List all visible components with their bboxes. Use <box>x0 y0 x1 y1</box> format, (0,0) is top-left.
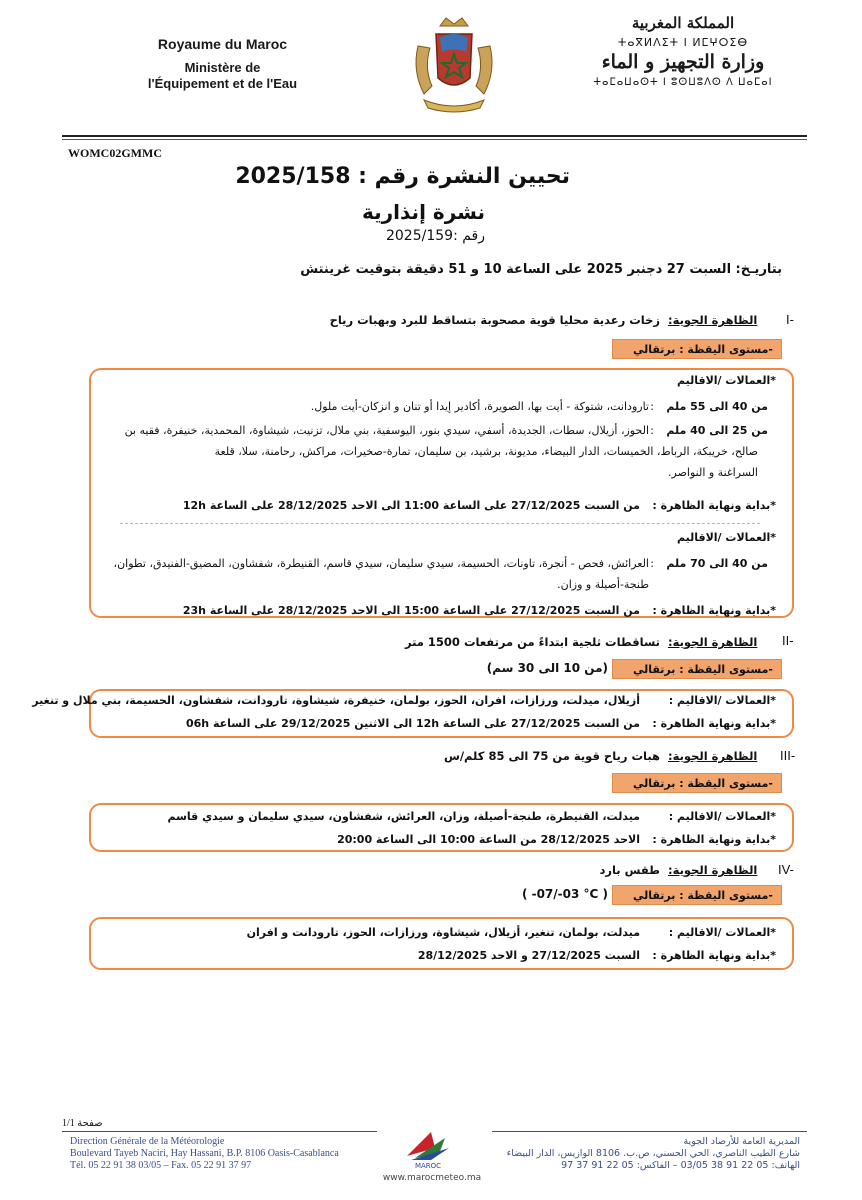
s1g1-period-label: *بداية ونهاية الظاهرة : <box>652 499 776 512</box>
header-divider <box>62 135 807 137</box>
s1g1r2-line1: الحوز، أزيلال، سطات، الجديدة، أسفي، سيدي بنور، اليوسفية، بني ملال، تزنيت، شيشاوة، المحمدية، خنيفرة، فقيه بن <box>124 424 649 437</box>
s1g2r1-amount: من 40 الى 70 ملم <box>666 557 768 570</box>
s2-provinces: أزيلال، ميدلت، ورزازات، افران، الحوز، بولمان، خنيفرة، شيشاوة، تارودانت، شفشاون، الحسيمة، بني ملال و تنغير <box>32 694 640 707</box>
footer-fr-phone: Tél. 05 22 91 38 03/05 – Fax. 05 22 91 37 97 <box>70 1160 252 1171</box>
s1g1r2-line3: السراغنة و النواصر. <box>668 466 758 479</box>
section-4-level: -مستوى اليقظة : برتقالي <box>632 889 773 902</box>
section-2-number: II- <box>782 633 794 648</box>
s2-period: من السبت 27/12/2025 على الساعة 12h الى الاثنين 29/12/2025 على الساعة 06h <box>185 717 640 730</box>
section-1-number: I- <box>786 312 794 327</box>
bulletin-page: Royaume du Maroc Ministère de l'Équipement et de l'Eau المملكة المغربية ⵜⴰⴳⵍⴷⵉⵜ ⵏ ⵍⵎⵖⵔⵉⴱ وزارة التجهيز و الماء ⵜⴰⵎⴰⵡⴰⵙⵜ ⵏ ⵓⵙⵡⵓⴷⵙ ⴷ ⵡⴰⵎⴰⵏ WOMC02GMMC تحيين النشرة رقم : 2025/158 نشرة إنذارية رقم :2025/159 بتاريـخ: السبت 27 دجنبر 2025 على الساعة 10 و 51 دقيقة بتوقيت غرينتش I- الظاهرة الجوية: زخات رعدية محليا قوية مصحوبة بتساقط للبرد وبهبات رياح -مستوى اليقظة : برتقالي *العمالات /الاقاليم من 40 الى 55 ملم تارودانت، شتوكة - أيت بها، الصويرة، أكادير إيدا أو تنان و انزكان-أيت ملول. : من 25 الى 40 ملم : الحوز، أزيلال، سطات، الجديدة، أسفي، سيدي بنور، اليوسفية، بني ملال، تزنيت، شيشاوة، المحمدية، خنيفرة، فقيه بن صالح، خريبكة، الرباط، الخميسات، الدار البيضاء، مديونة، برشيد، بن سليمان، تمارة-صخيرات، مراكش، رحامنة، سلا، قلعة السراغنة و النواصر. *بداية ونهاية الظاهرة : من السبت 27/12/2025 على الساعة 11:00 الى الاحد 28/12/2025 على الساعة 12h *العمالات /الاقاليم من 40 الى 70 ملم : العرائش، فحص - أنجرة، تاونات، الحسيمة، سيدي سليمان، سيدي قاسم، القنيطرة، شفشاون، المضيق-الفنيدق، تطوان، طنجة-أصيلة و وزان. *بداية ونهاية الظاهرة : من السبت 27/12/2025 على الساعة 15:00 الى الاحد 28/12/2025 على الساعة 23h II- الظاهرة الجوية: تساقطات ثلجية ابتداءً من مرتفعات 1500 متر -مستوى اليقظة : برتقالي (من 10 الى 30 سم) *العمالات /الاقاليم : أزيلال، ميدلت، ورزازات، افران، الحوز، بولمان، خنيفرة، شيشاوة، تارودانت، شفشاون، الحسيمة، بني ملال و تنغير *بداية ونهاية الظاهرة : من السبت 27/12/2025 على الساعة 12h الى الاثنين 29/12/2025 على الساعة 06h III- الظاهرة الجوية: هبات رياح قوية من 75 الى 85 كلم/س -مستوى اليقظة : برتقالي *العمالات /الاقاليم : ميدلت، القنيطرة، طنجة-أصيلة، وزان، العرائش، شفشاون، سيدي سليمان و سيدي قاسم *بداية ونهاية الظاهرة : الاحد 28/12/2025 من الساعة 10:00 الى الساعة 20:00 IV- الظاهرة الجوية: طقس بارد -مستوى اليقظة : برتقالي ( -07/-03 °C ) *العمالات /الاقاليم : ميدلت، بولمان، تنغير، أزيلال، شيشاوة، ورزازات، الحوز، تارودانت و افران *بداية ونهاية الظاهرة : السبت 27/12/2025 و الاحد 28/12/2025 صفحة 1/1 Direction Générale de la Météorologie Boulevard Tayeb Naciri, Hay Hassani, B.P. 8106 Oasis-Casablanca Tél. 05 22 91 38 03/05 – Fax. 05 22 91 37 97 MAROC www.marocmeteo.ma المديرية العامة للأرصاد الجوية شارع الطيب الناصري، الحي الحسني، ص.ب. 8106 الوازيس، الدار البيضاء الهاتف: 05 22 91 38 03/05 – الفاكس: 05 22 91 37 97 <box>0 0 862 1200</box>
footer-french <box>70 1136 370 1172</box>
header-divider-thin <box>62 139 807 140</box>
ministry-fr-1: Ministère de <box>184 60 261 75</box>
ministry-tifinagh: ⵜⴰⵎⴰⵡⴰⵙⵜ ⵏ ⵓⵙⵡⵓⴷⵙ ⴷ ⵡⴰⵎⴰⵏ <box>593 77 773 88</box>
footer-arabic <box>500 1136 800 1172</box>
s1g1r1-line1: تارودانت، شتوكة - أيت بها، الصويرة، أكادير إيدا أو تنان و انزكان-أيت ملول. <box>310 400 649 413</box>
s2-provinces-label: *العمالات /الاقاليم : <box>668 694 776 707</box>
section-1-level: -مستوى اليقظة : برتقالي <box>632 343 773 356</box>
section-4-temperature: ( -07/-03 °C ) <box>521 887 608 901</box>
section-3-level-bar <box>612 773 782 793</box>
s3-provinces-label: *العمالات /الاقاليم : <box>668 810 776 823</box>
header-french <box>115 36 330 91</box>
footer-ar-org: المديرية العامة للأرصاد الجوية <box>683 1136 800 1147</box>
ministry-fr-2: l'Équipement et de l'Eau <box>147 76 298 91</box>
section-3-number: III- <box>780 748 796 763</box>
section-1-dashed-divider <box>120 523 760 524</box>
issue-date: بتاريـخ: السبت 27 دجنبر 2025 على الساعة 10 و 51 دقيقة بتوقيت غرينتش <box>300 262 782 277</box>
s2-period-label: *بداية ونهاية الظاهرة : <box>652 717 776 730</box>
section-3-phenomenon: هبات رياح قوية من 75 الى 85 كلم/س <box>443 749 660 763</box>
ministry-ar: وزارة التجهيز و الماء <box>601 51 765 73</box>
section-2-level-bar <box>612 659 782 679</box>
section-4-level-bar <box>612 885 782 905</box>
s1g2-provinces-label: *العمالات /الاقاليم <box>677 531 776 544</box>
section-4-phenomenon-label: الظاهرة الجوية: <box>668 863 758 877</box>
s1g2r1-line2: طنجة-أصيلة و وزان. <box>557 578 649 591</box>
kingdom-tifinagh: ⵜⴰⴳⵍⴷⵉⵜ ⵏ ⵍⵎⵖⵔⵉⴱ <box>617 36 749 49</box>
section-2-level: -مستوى اليقظة : برتقالي <box>632 663 773 676</box>
section-2-snow-depth: (من 10 الى 30 سم) <box>486 661 608 675</box>
section-3-level: -مستوى اليقظة : برتقالي <box>632 777 773 790</box>
website-link[interactable]: www.marocmeteo.ma <box>382 1173 482 1183</box>
s4-provinces-label: *العمالات /الاقاليم : <box>668 926 776 939</box>
coat-of-arms-icon <box>410 16 498 116</box>
s1g1r1-amount: من 40 الى 55 ملم <box>666 400 768 413</box>
s1g1r2-amount: من 25 الى 40 ملم <box>666 424 768 437</box>
section-2-phenomenon-label: الظاهرة الجوية: <box>668 635 758 649</box>
s3-period: الاحد 28/12/2025 من الساعة 10:00 الى الساعة 20:00 <box>337 833 640 846</box>
header-arabic <box>578 14 788 88</box>
footer-fr-address: Boulevard Tayeb Naciri, Hay Hassani, B.P. 8106 Oasis-Casablanca <box>70 1148 339 1159</box>
section-4-number: IV- <box>778 862 794 877</box>
maroc-logo-text: MAROC <box>414 1162 442 1170</box>
footer-divider-left <box>62 1131 377 1132</box>
page-number: صفحة 1/1 <box>62 1118 103 1129</box>
s3-provinces: ميدلت، القنيطرة، طنجة-أصيلة، وزان، العرائش، شفشاون، سيدي سليمان و سيدي قاسم <box>167 810 640 823</box>
kingdom-fr: Royaume du Maroc <box>157 36 288 52</box>
s1g1-period: من السبت 27/12/2025 على الساعة 11:00 الى الاحد 28/12/2025 على الساعة 12h <box>182 499 640 512</box>
section-1-phenomenon-label: الظاهرة الجوية: <box>668 313 758 327</box>
bulletin-number: رقم :2025/159 <box>385 228 485 244</box>
s1g1r2-line2: صالح، خريبكة، الرباط، الخميسات، الدار البيضاء، مديونة، برشيد، بن سليمان، تمارة-صخيرات، مراكش، رحامنة، سلا، قلعة <box>214 445 758 458</box>
s4-period-label: *بداية ونهاية الظاهرة : <box>652 949 776 962</box>
section-2-phenomenon: تساقطات ثلجية ابتداءً من مرتفعات 1500 متر <box>404 635 660 649</box>
footer-ar-address: شارع الطيب الناصري، الحي الحسني، ص.ب. 8106 الوازيس، الدار البيضاء <box>506 1148 800 1159</box>
s1g1-provinces-label: *العمالات /الاقاليم <box>677 374 776 387</box>
s4-provinces: ميدلت، بولمان، تنغير، أزيلال، شيشاوة، ورزازات، الحوز، تارودانت و افران <box>246 926 640 939</box>
footer-divider-right <box>492 1131 807 1132</box>
footer-ar-phone: الهاتف: 05 22 91 38 03/05 – الفاكس: 05 22 91 37 97 <box>561 1160 800 1171</box>
bulletin-title: نشرة إنذارية <box>362 200 485 224</box>
section-4-phenomenon: طقس بارد <box>599 863 660 877</box>
s1g2-period-label: *بداية ونهاية الظاهرة : <box>652 604 776 617</box>
s4-period: السبت 27/12/2025 و الاحد 28/12/2025 <box>417 949 640 962</box>
s1g2-period: من السبت 27/12/2025 على الساعة 15:00 الى الاحد 28/12/2025 على الساعة 23h <box>182 604 640 617</box>
bulletin-code: WOMC02GMMC <box>68 146 162 160</box>
footer-fr-org: Direction Générale de la Météorologie <box>70 1136 225 1147</box>
s3-period-label: *بداية ونهاية الظاهرة : <box>652 833 776 846</box>
section-1-phenomenon: زخات رعدية محليا قوية مصحوبة بتساقط للبرد وبهبات رياح <box>329 313 660 327</box>
section-1-level-bar <box>612 339 782 359</box>
s1g2r1-line1: العرائش، فحص - أنجرة، تاونات، الحسيمة، سيدي سليمان، سيدي قاسم، القنيطرة، شفشاون، المضيق-الفنيدق، تطوان، <box>113 557 649 570</box>
section-3-phenomenon-label: الظاهرة الجوية: <box>668 749 758 763</box>
maroc-meteo-logo-icon <box>401 1128 455 1170</box>
kingdom-ar: المملكة المغربية <box>631 14 735 32</box>
update-title: تحيين النشرة رقم : 2025/158 <box>235 164 570 189</box>
